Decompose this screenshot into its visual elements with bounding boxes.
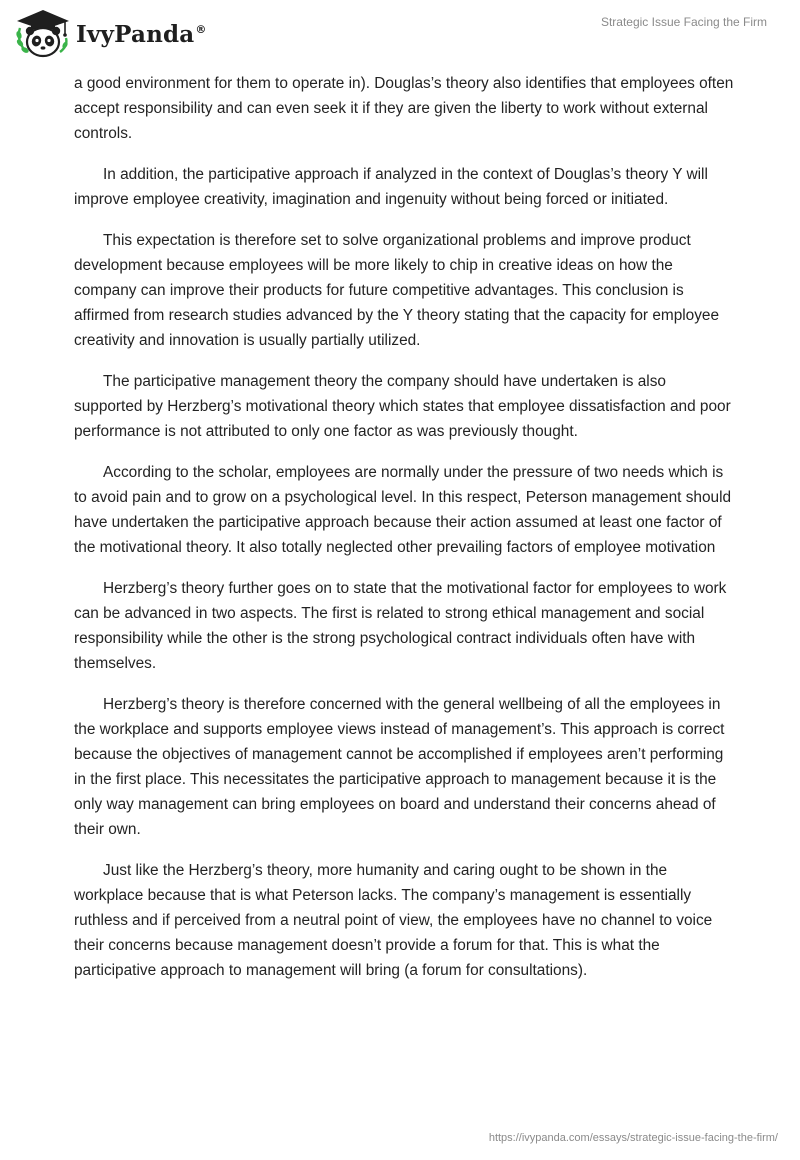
panda-graduation-cap-icon bbox=[14, 8, 72, 58]
page-header bbox=[0, 0, 800, 64]
paragraph-2: In addition, the participative approach if analyzed in the context of Douglas’s theory Y will improve employee creativity, imagination and ingenuity without being forced or initiated. bbox=[74, 166, 708, 208]
essay-body bbox=[74, 71, 734, 999]
paragraph-6: Herzberg’s theory further goes on to state that the motivational factor for employees to work can be advanced in two aspects. The first is related to strong ethical management and social responsibility while the other is the strong psychological contract individuals often have with themselves. bbox=[74, 580, 727, 672]
paragraph-7: Herzberg’s theory is therefore concerned with the general wellbeing of all the employees in the workplace and supports employee views instead of management’s. This approach is correct because the objectives of management cannot be accomplished if employees aren’t performing in the first place. This necessitates the participative approach to management because it is the only way management can bring employees on board and understand their concerns ahead of their own. bbox=[74, 696, 725, 838]
source-url-link[interactable]: https://ivypanda.com/essays/strategic-issue-facing-the-firm/ bbox=[488, 1132, 778, 1144]
brand-logo[interactable] bbox=[14, 8, 207, 58]
paragraph-8: Just like the Herzberg’s theory, more humanity and caring ought to be shown in the workplace because that is what Peterson lacks. The company’s management is essentially ruthless and if perceived from a neutral point of view, the employees have no channel to voice their concerns because management doesn’t provide a forum for that. This is what the participative approach to management will bring (a forum for consultations). bbox=[74, 862, 713, 979]
paragraph-1: a good environment for them to operate in). Douglas’s theory also identifies that employees often accept responsibility and can even seek it if they are given the liberty to work without external controls. bbox=[74, 75, 734, 142]
brand-name: IvyPanda® bbox=[76, 20, 207, 48]
paragraph-3: This expectation is therefore set to solve organizational problems and improve product development because employees will be more likely to chip in creative ideas on how the company can improve their products for future competitive advantages. This conclusion is affirmed from research studies advanced by the Y theory stating that the capacity for employee creativity and innovation is usually partially utilized. bbox=[74, 232, 720, 349]
registered-mark: ® bbox=[195, 22, 207, 36]
paragraph-4: The participative management theory the company should have undertaken is also supported by Herzberg’s motivational theory which states that employee dissatisfaction and poor performance is not attributed to only one factor as was previously thought. bbox=[74, 373, 731, 440]
document-title: Strategic Issue Facing the Firm bbox=[600, 15, 767, 29]
paragraph-5: According to the scholar, employees are normally under the pressure of two needs which is to avoid pain and to grow on a psychological level. In this respect, Peterson management should have undertaken the participative approach because their action assumed at least one factor of the motivational theory. It also totally neglected other prevailing factors of employee motivation bbox=[74, 464, 732, 556]
